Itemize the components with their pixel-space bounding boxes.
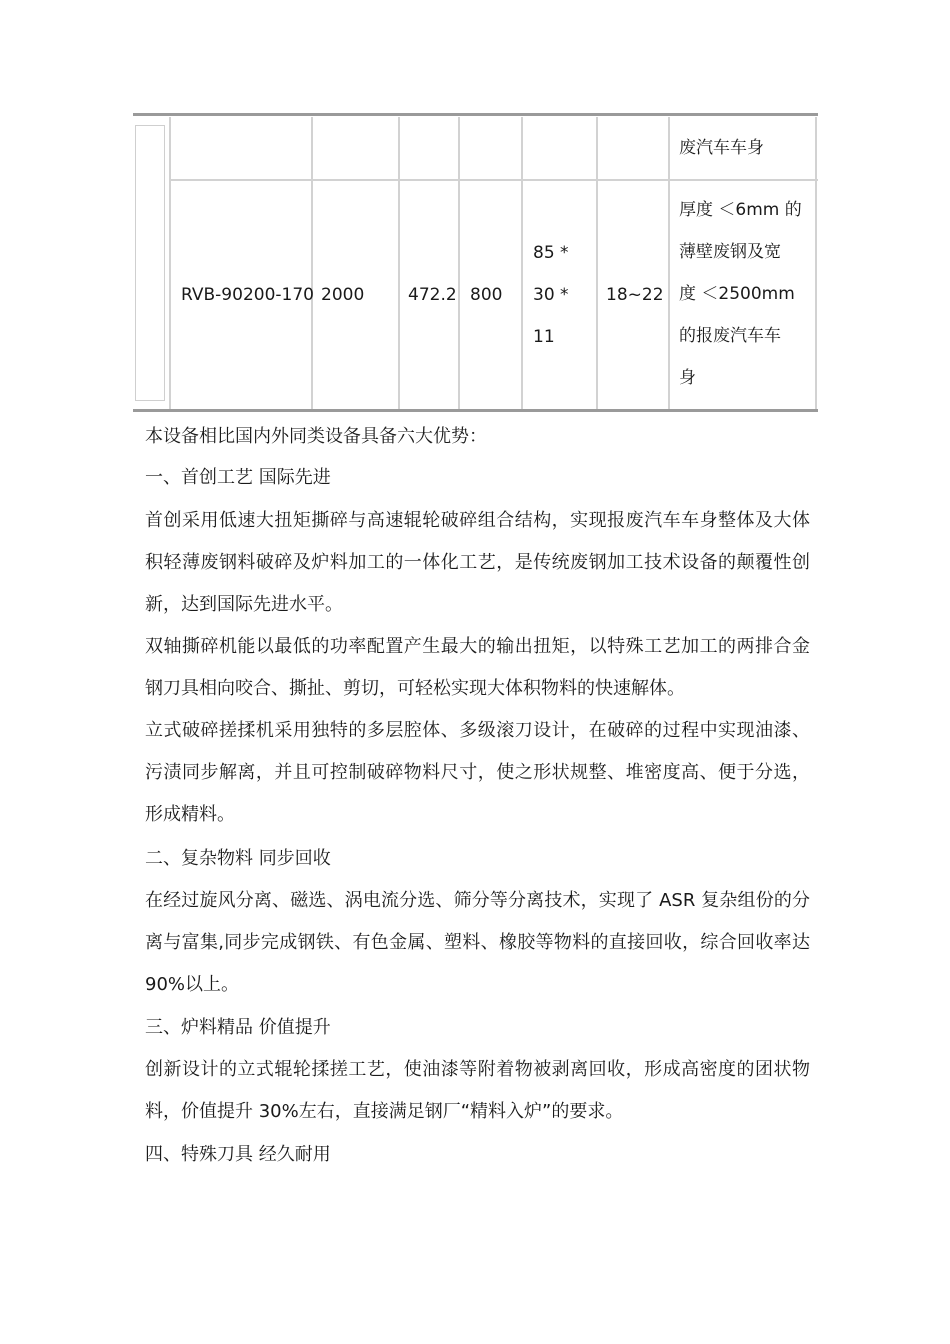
paragraph-2: 双轴撕碎机能以最低的功率配置产生最大的输出扭矩，以特殊工艺加工的两排合金钢刀具相向咬合、撕扯、剪切，可轻松实现大体积物料的快速解体。 (145, 636, 810, 699)
table-column-divider (668, 117, 670, 409)
row2-application-line: 的报废汽车车 (679, 326, 781, 346)
row2-col3-cell: 472.2 (408, 285, 457, 305)
row2-application-line: 薄壁废钢及宽 (679, 242, 781, 262)
table-column-divider (815, 117, 817, 409)
section-heading-2: 二、复杂物料 同步回收 (145, 848, 331, 869)
paragraph-3: 立式破碎搓揉机采用独特的多层腔体、多级滚刀设计，在破碎的过程中实现油漆、污渍同步解离，并且可控制破碎物料尺寸，使之形状规整、堆密度高、便于分选，形成精料。 (145, 720, 810, 825)
intro-paragraph: 本设备相比国内外同类设备具备六大优势： (145, 426, 487, 447)
table-column-divider (311, 117, 313, 409)
table-column-divider (398, 117, 400, 409)
table-column-divider (458, 117, 460, 409)
table-column-divider (169, 117, 171, 409)
paragraph-4: 在经过旋风分离、磁选、涡电流分选、筛分等分离技术，实现了 ASR 复杂组份的分离与富集,同步完成钢铁、有色金属、塑料、橡胶等物料的直接回收，综合回收率达 90%以上。 (145, 890, 810, 995)
table-column-divider (596, 117, 598, 409)
row2-col2-cell: 2000 (321, 285, 365, 305)
row2-size-line: 85 * (533, 243, 569, 263)
row2-size-line: 30 * (533, 285, 569, 305)
row1-application-cell: 废汽车车身 (679, 138, 764, 158)
spec-table (133, 117, 818, 409)
row2-application-line: 厚度 ＜6mm 的 (679, 200, 802, 220)
section-heading-4: 四、特殊刀具 经久耐用 (145, 1144, 331, 1165)
table-bottom-rule (133, 409, 818, 412)
table-row-divider (169, 179, 818, 181)
table-top-rule (133, 113, 818, 116)
section-heading-3: 三、炉料精品 价值提升 (145, 1017, 331, 1038)
section-heading-1: 一、首创工艺 国际先进 (145, 467, 331, 488)
row2-col4-cell: 800 (470, 285, 503, 305)
row2-application-line: 度 ＜2500mm (679, 284, 795, 304)
row2-model-cell: RVB-90200-170 (181, 285, 314, 305)
table-stub-cell (135, 125, 165, 401)
row2-application-line: 身 (679, 368, 696, 388)
table-column-divider (521, 117, 523, 409)
row2-col6-cell: 18~22 (606, 285, 664, 305)
row2-size-line: 11 (533, 327, 555, 347)
paragraph-5: 创新设计的立式辊轮揉搓工艺，使油漆等附着物被剥离回收，形成高密度的团状物料，价值提升 30%左右，直接满足钢厂“精料入炉”的要求。 (145, 1059, 810, 1122)
paragraph-1: 首创采用低速大扭矩撕碎与高速辊轮破碎组合结构，实现报废汽车车身整体及大体积轻薄废钢料破碎及炉料加工的一体化工艺，是传统废钢加工技术设备的颠覆性创新，达到国际先进水平。 (145, 510, 810, 615)
